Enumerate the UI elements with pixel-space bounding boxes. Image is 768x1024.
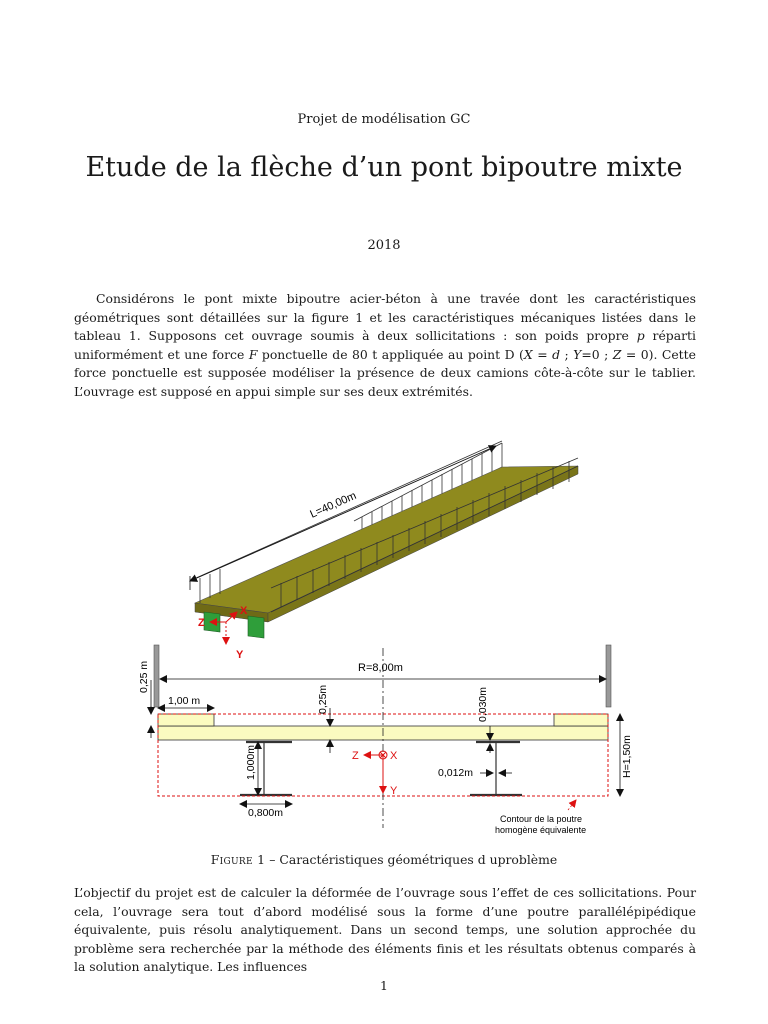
- intro-text-1: Considérons le pont mixte bipoutre acier-béton à une travée dont les caractéristiques géométriques sont détaillées sur la figure 1 et les caractéristiques mécaniques listées dans le tableau 1. Supposons cet ouvrage soumis à deux sollicitations : son poids propre: [74, 291, 696, 344]
- deck-front-edge: [268, 466, 578, 622]
- axis-z: Z: [352, 750, 359, 762]
- var-X: X: [523, 346, 533, 362]
- radius-label: R=8,00m: [358, 662, 403, 674]
- axis-y: Y: [390, 785, 398, 797]
- var-d: d: [552, 346, 560, 362]
- intro-sep1: ;: [560, 346, 574, 362]
- curb-right: [554, 714, 608, 726]
- intro-eq1: =: [532, 346, 553, 362]
- post-left: [154, 645, 159, 707]
- var-Y: Y: [573, 346, 582, 362]
- intro-eq3: = 0). Cette force ponctuelle est supposée modéliser la présence de deux camions côte-à-côte sur le tablier. L’ouvrage est supposé en appui simple sur ses deux extrémités.: [74, 346, 696, 399]
- span-label: L=40,00m: [308, 489, 359, 521]
- axis-x: X: [390, 750, 398, 762]
- bridge-3d-view: [190, 441, 578, 661]
- intro-eq2: =0 ;: [581, 346, 613, 362]
- dim-1000: 1,000m: [245, 744, 257, 780]
- dim-0012: 0,012m: [438, 767, 474, 779]
- caption-text: – Caractéristiques géométriques d uproblème: [265, 852, 558, 867]
- figure-caption: [0, 852, 768, 867]
- girder-right: [248, 616, 264, 638]
- var-F: F: [248, 346, 258, 362]
- cross-section: [138, 645, 633, 835]
- var-p: p: [636, 328, 645, 344]
- intro-text-3: ponctuelle de 80 t appliquée au point D (: [257, 346, 524, 362]
- axis-3d-x: X: [240, 605, 248, 617]
- dim-h: H=1,50m: [621, 735, 633, 778]
- figure-label: Figure 1: [210, 852, 266, 867]
- dim-025-center: 0,25m: [317, 684, 329, 714]
- post-right: [606, 645, 611, 707]
- contour-label-2: homogène équivalente: [495, 825, 587, 835]
- paper-title: Etude de la flèche d’un pont bipoutre mixte: [85, 152, 683, 183]
- dim-100-width: 1,00 m: [168, 695, 201, 707]
- paper-date: 2018: [367, 238, 401, 253]
- running-header: Projet de modélisation GC: [297, 112, 471, 127]
- var-Z: Z: [612, 346, 622, 362]
- intro-paragraph: [74, 290, 696, 402]
- axis-3d-y: Y: [236, 649, 244, 661]
- axis-3d-z: Z: [198, 617, 205, 629]
- body-paragraph: L’objectif du projet est de calculer la déformée de l’ouvrage sous l’effet de ces sollicitations. Pour cela, l’ouvrage sera tout d’abord modélisé sous la forme d’une poutre parallélépipédique équivalente, puis résolu analytiquement. Dans un second temps, une solution approchée du problème sera recherchée par la méthode des éléments finis et les résultats obtenus comparés à la solution analytique. Les influences: [74, 885, 696, 975]
- dim-025-left: 0,25 m: [138, 660, 150, 693]
- page-number: 1: [380, 978, 388, 993]
- intro-text-2: réparti uniformément et une force: [74, 328, 696, 362]
- curb-left: [158, 714, 214, 726]
- dim-0800: 0,800m: [248, 807, 284, 819]
- contour-label-1: Contour de la poutre: [500, 814, 583, 824]
- dim-0030: 0,030m: [477, 686, 489, 722]
- girder-section-right: [470, 742, 522, 795]
- figure-bridge: [140, 408, 640, 840]
